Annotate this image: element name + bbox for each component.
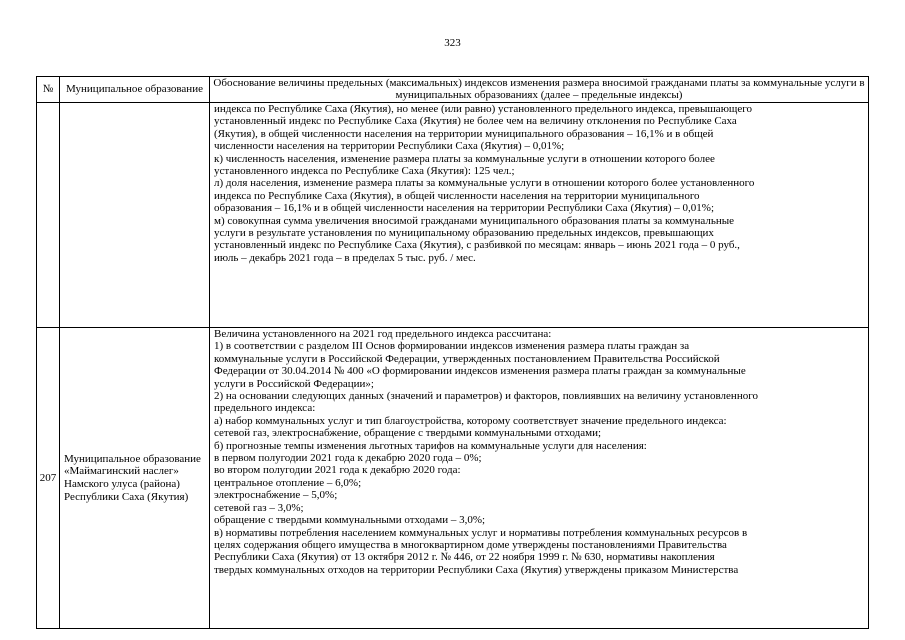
indices-table <box>36 76 869 629</box>
text-line: целях содержания общего имущества в многоквартирном доме утверждены постановлениями Правительства <box>214 538 727 551</box>
row2-number: 207 <box>37 328 60 629</box>
text-line: в первом полугодии 2021 года к декабрю 2020 года – 0%; <box>214 452 482 465</box>
text-line: установленного индекса по Республике Саха (Якутия): 125 чел.; <box>214 165 515 178</box>
text-line: коммунальные услуги в Российской Федерации, утвержденных постановлением Правительства Российской <box>214 352 720 365</box>
text-line: Федерации от 30.04.2014 № 400 «О формировании индексов изменения размера платы граждан за коммунальные <box>214 365 746 378</box>
header-justification: Обоснование величины предельных (максимальных) индексов изменения размера вносимой гражданами платы за коммунальные услуги в муниципальных образованиях (далее – предельные индексы) <box>210 77 869 103</box>
header-municipality: Муниципальное образование <box>60 77 210 103</box>
table-row <box>37 328 869 629</box>
text-line: услуги в результате установления по муниципальному образованию предельных индексов, превышающих <box>214 227 714 240</box>
row2-municipality: Муниципальное образование «Маймагинский наслег» Намского улуса (района) Республики Саха (Якутия) <box>60 328 210 629</box>
text-line: Величина установленного на 2021 год предельного индекса рассчитана: <box>214 328 552 340</box>
header-number: № <box>37 77 60 103</box>
text-line: июль – декабрь 2021 года – в пределах 5 тыс. руб. / мес. <box>214 251 476 264</box>
text-line: (Якутия), в общей численности населения на территории муниципального образования – 16,1% и в общей <box>214 127 714 140</box>
text-line: сетевой газ – 3,0%; <box>214 501 304 514</box>
text-line: услуги в Российской Федерации»; <box>214 377 374 390</box>
text-line: твердых коммунальных отходов на территории Республики Саха (Якутия) утверждены приказом Министерства <box>214 563 739 576</box>
text-line: а) набор коммунальных услуг и тип благоустройства, которому соответствует значение предельного индекса: <box>214 414 727 427</box>
text-line: индекса по Республике Саха (Якутия), но менее (или равно) установленного предельного индекса, превышающего <box>214 103 753 115</box>
row1-number <box>37 103 60 328</box>
text-line: электроснабжение – 5,0%; <box>214 489 338 502</box>
text-line: л) доля населения, изменение размера платы за коммунальные услуги в отношении которого более установленного <box>214 177 755 190</box>
row1-text <box>210 103 868 264</box>
row1-municipality <box>60 103 210 328</box>
text-line: 2) на основании следующих данных (значений и параметров) и факторов, повлиявших на величину установленного <box>214 390 758 403</box>
text-line: предельного индекса: <box>214 402 316 415</box>
text-line: установленный индекс по Республике Саха (Якутия), с разбивкой по месяцам: январь – июнь 2021 года – 0 руб., <box>214 239 740 252</box>
text-line: б) прогнозные темпы изменения льготных тарифов на коммунальные услуги для населения: <box>214 439 647 452</box>
text-line: центральное отопление – 6,0%; <box>214 476 362 489</box>
page-number: 323 <box>444 37 461 49</box>
text-line: обращение с твердыми коммунальными отходами – 3,0%; <box>214 514 486 527</box>
row2-text <box>210 328 868 576</box>
text-line: в) нормативы потребления населением коммунальных услуг и нормативы потребления коммунальных ресурсов в <box>214 526 748 539</box>
table-row <box>37 103 869 328</box>
text-line: образования – 16,1% и в общей численности населения на территории Республики Саха (Якутия) – 0,01%; <box>214 202 715 215</box>
text-line: численности населения на территории Республики Саха (Якутия) – 0,01%; <box>214 140 565 153</box>
text-line: к) численность населения, изменение размера платы за коммунальные услуги в отношении которого более <box>214 152 715 165</box>
text-line: м) совокупная сумма увеличения вносимой гражданами муниципального образования платы за коммунальные <box>214 214 735 227</box>
text-line: 1) в соответствии с разделом III Основ формировании индексов изменения размера платы граждан за <box>214 340 690 353</box>
text-line: сетевой газ, электроснабжение, обращение с твердыми коммунальными отходами; <box>214 427 602 440</box>
row1-justification <box>210 103 869 328</box>
text-line: Республики Саха (Якутия) от 13 октября 2012 г. № 446, от 22 ноября 1999 г. № 630, нормативы накопления <box>214 551 715 564</box>
text-line: установленный индекс по Республике Саха (Якутия) не более чем на величину отклонения по Республике Саха <box>214 115 737 128</box>
text-line: индекса по Республике Саха (Якутия), в общей численности населения на территории муниципального <box>214 189 700 202</box>
text-line: во втором полугодии 2021 года к декабрю 2020 года: <box>214 464 461 477</box>
table-header-row <box>37 77 869 103</box>
row2-justification <box>210 328 869 629</box>
